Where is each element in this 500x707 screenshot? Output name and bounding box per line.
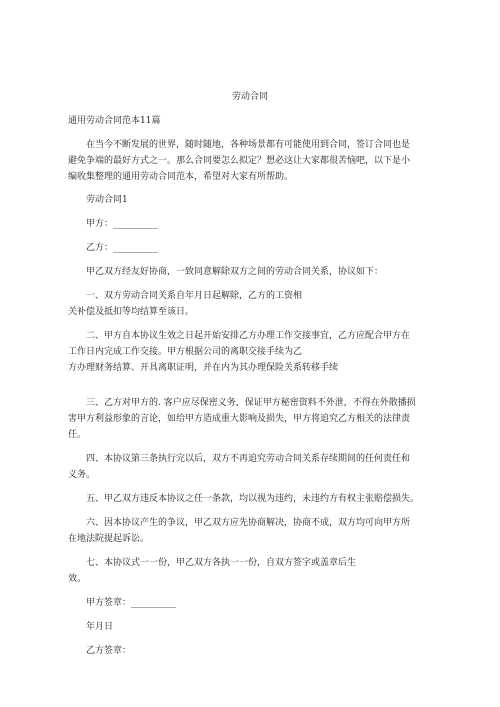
- clause-2-line-1: 二、甲方自本协议生效之日起开始安排乙方办理工作交接事宜，乙方应配合甲方在: [86, 331, 411, 341]
- intro-line-3: 编收集整理的通用劳动合同范本，希望对大家有所帮助。: [68, 172, 294, 182]
- date-line: 年月日: [86, 622, 114, 632]
- clause-4-line-1: 四、本协议第三条执行完以后，双方不再追究劳动合同关系存续期间的任何责任和: [86, 454, 411, 464]
- clause-3-line-2: 害甲方利益形象的言论，如给甲方造成重大影响及损失，甲方将追究乙方相关的法律责: [68, 414, 411, 424]
- clause-7-line-2: 效。: [68, 574, 87, 584]
- party-a-line: 甲方：__________: [86, 219, 159, 229]
- clause-1-line-2: 关补偿及抵扣等均结算至该日。: [68, 307, 195, 317]
- clause-6-line-2: 在地法院提起诉讼。: [68, 534, 150, 544]
- intro-line-1: 在当今不断发展的世界，随时随地，各种场景都有可能使用到合同，签订合同也是: [86, 140, 411, 150]
- document-subtitle: 通用劳动合同范本11篇: [68, 116, 161, 126]
- clause-4-line-2: 义务。: [68, 470, 96, 480]
- clause-2-line-3: 方办理财务结算、开具离职证明，并在内为其办理保险关系转移手续: [68, 363, 339, 373]
- signature-a-line: 甲方签章：__________: [86, 598, 177, 608]
- clause-5-line-1: 五、甲乙双方违反本协议之任一条款，均以视为违约，未违约方有权主张赔偿损失。: [86, 494, 420, 504]
- clause-3-line-3: 任。: [68, 430, 87, 440]
- clause-7-line-1: 七、本协议式一一份，甲乙双方各执一一份，自双方签字或盖章后生: [86, 558, 357, 568]
- clause-3-line-1: 三、乙方对甲方的. 客户应尽保密义务，保证甲方秘密资料不外泄，不得在外散播损: [86, 398, 416, 408]
- document-title: 劳动合同: [231, 92, 268, 102]
- contract-heading: 劳动合同1: [86, 195, 128, 205]
- preamble: 甲乙双方经友好协商，一致同意解除双方之间的劳动合同关系，协议如下：: [86, 267, 384, 277]
- intro-line-2: 避免争端的最好方式之一。那么合同要怎么拟定？想必这让大家都很苦恼吧，以下是小: [68, 156, 411, 166]
- signature-b-line: 乙方签章：: [86, 646, 132, 656]
- clause-1-line-1: 一、双方劳动合同关系自年月日起解除，乙方的工资相: [86, 291, 303, 301]
- clause-6-line-1: 六、因本协议产生的争议，甲乙双方应先协商解决，协商不成，双方均可向甲方所: [86, 518, 411, 528]
- clause-2-line-2: 工作日内完成工作交接。甲方根据公司的离职交接手续为乙: [68, 347, 303, 357]
- party-b-line: 乙方：__________: [86, 243, 159, 253]
